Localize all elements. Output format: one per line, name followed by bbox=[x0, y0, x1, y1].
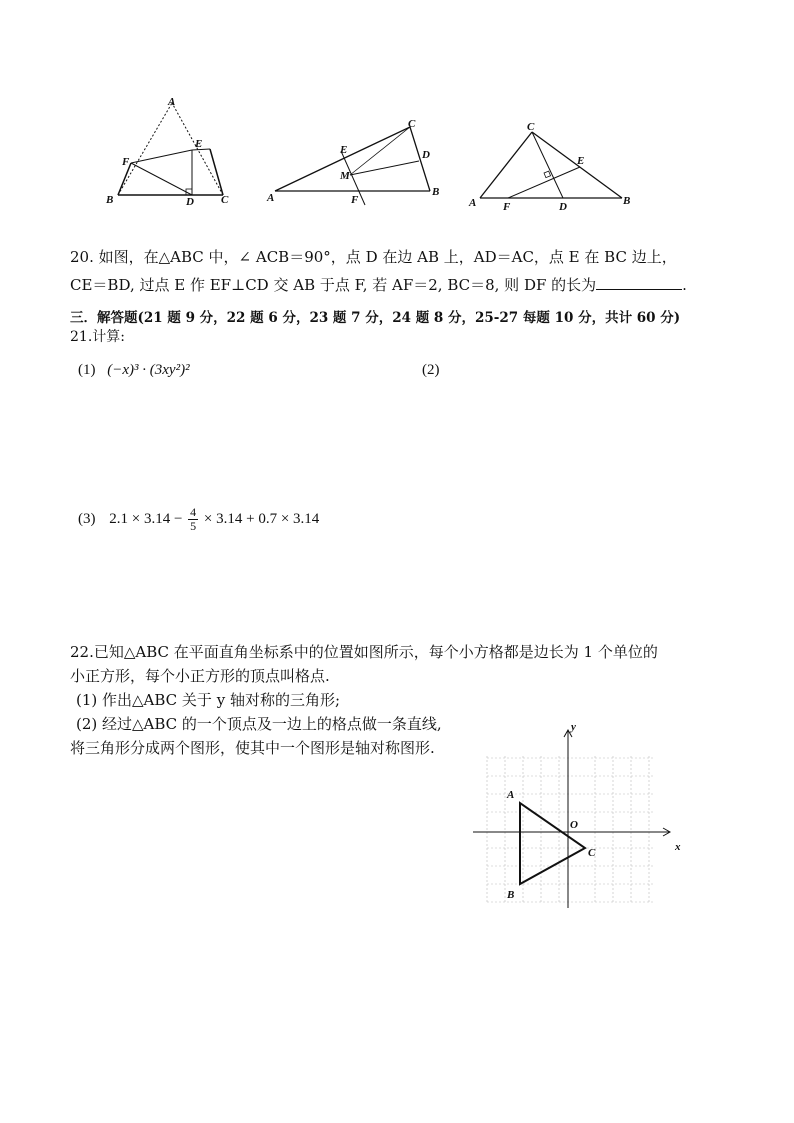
fig1-label-b: B bbox=[106, 194, 114, 206]
fig3-label-e: E bbox=[577, 155, 585, 167]
question-22-item2: (2) 经过△ABC 的一个顶点及一边上的格点做一条直线, bbox=[76, 715, 442, 733]
figure-2-triangle bbox=[265, 115, 450, 214]
q21-part2-label: (2) bbox=[422, 362, 440, 378]
figure-1-triangle bbox=[100, 95, 240, 214]
q21-part1-label: (1) bbox=[78, 362, 96, 378]
x-axis-label: x bbox=[675, 841, 681, 853]
q21-part3-expr-b: × 3.14 + 0.7 × 3.14 bbox=[203, 510, 320, 527]
section-3-title: 三．解答题(21 题 9 分，22 题 6 分，23 题 7 分，24 题 8 分，25-27 每题 10 分，共计 60 分) bbox=[70, 310, 681, 326]
fig1-label-a: A bbox=[168, 96, 176, 108]
fig2-label-m: M bbox=[340, 170, 350, 182]
question-21-title: 21.计算: bbox=[70, 329, 125, 345]
question-22-line1: 22.已知△ABC 在平面直角坐标系中的位置如图所示，每个小方格都是边长为 1 个单位的 bbox=[70, 643, 658, 661]
q21-part3 bbox=[78, 506, 319, 533]
fig2-label-d: D bbox=[422, 149, 430, 161]
fraction-numerator: 4 bbox=[190, 505, 197, 519]
question-20-line1: 20. 如图，在△ABC 中，∠ ACB＝90°，点 D 在边 AB 上，AD＝AC，点 E 在 BC 边上， bbox=[70, 248, 677, 266]
fig2-label-b: B bbox=[432, 186, 440, 198]
question-22-line2: 小正方形，每个小正方形的顶点叫格点. bbox=[70, 667, 330, 685]
fig2-label-e: E bbox=[340, 144, 348, 156]
point-b-label: B bbox=[507, 889, 515, 901]
fig1-label-e: E bbox=[195, 138, 203, 150]
fig3-label-f: F bbox=[503, 201, 511, 213]
fig3-label-d: D bbox=[559, 201, 567, 213]
fig2-label-f: F bbox=[351, 194, 359, 206]
fig1-label-d: D bbox=[186, 196, 194, 208]
fraction-denominator: 5 bbox=[190, 519, 197, 533]
figure-3-triangle bbox=[465, 118, 635, 217]
fig1-label-f: F bbox=[122, 156, 130, 168]
point-a-label: A bbox=[507, 789, 515, 801]
point-c-label: C bbox=[588, 847, 596, 859]
fig2-label-a: A bbox=[267, 192, 275, 204]
q21-part1 bbox=[78, 362, 190, 379]
coordinate-grid-figure bbox=[465, 718, 690, 917]
fig2-label-c: C bbox=[408, 118, 416, 130]
q21-part1-expression: (−x)³ · (3xy²)² bbox=[107, 362, 190, 378]
answer-blank[interactable] bbox=[596, 275, 682, 290]
origin-label: O bbox=[570, 819, 578, 831]
fig3-label-b: B bbox=[623, 195, 631, 207]
fig3-label-c: C bbox=[527, 121, 535, 133]
q21-part3-label: (3) bbox=[78, 510, 96, 527]
y-axis-label: y bbox=[571, 721, 576, 733]
question-22-line3: 将三角形分成两个图形，使其中一个图形是轴对称图形. bbox=[70, 739, 435, 757]
question-20 bbox=[70, 243, 687, 299]
fig3-label-a: A bbox=[469, 197, 477, 209]
question-22-item1: (1) 作出△ABC 关于 y 轴对称的三角形; bbox=[76, 691, 340, 709]
question-20-line2: CE＝BD, 过点 E 作 EF⊥CD 交 AB 于点 F, 若 AF＝2, BC＝8, 则 DF 的长为 . bbox=[70, 276, 687, 294]
fig1-label-c: C bbox=[221, 194, 229, 206]
q21-part3-expr-a: 2.1 × 3.14 − bbox=[109, 510, 183, 527]
fraction bbox=[188, 506, 198, 533]
